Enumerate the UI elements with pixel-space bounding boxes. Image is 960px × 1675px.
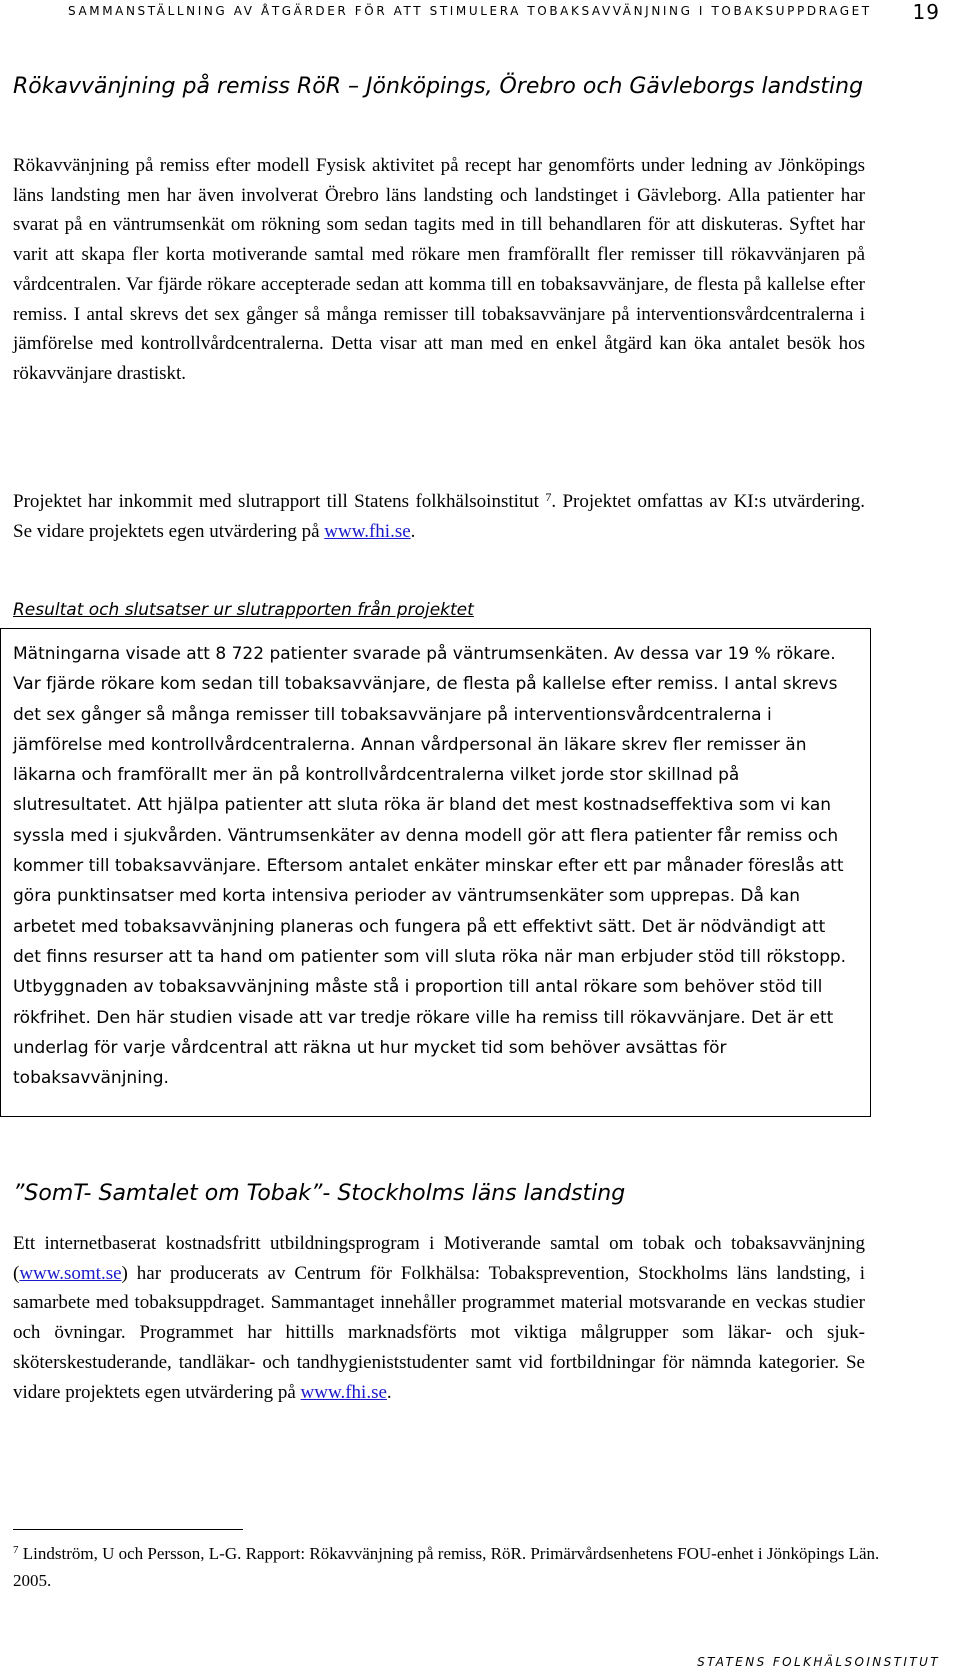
section-heading-somt: ”SomT- Samtalet om Tobak”- Stockholms läns landsting: [13, 1181, 626, 1206]
paragraph-text: . Projektet omfattas av KI:s utvärdering. Se vidare projektets egen utvärdering på: [13, 491, 866, 542]
results-box: [0, 628, 871, 1117]
page-number: 19: [912, 0, 940, 24]
results-heading: Resultat och slutsatser ur slutrapporten från projektet: [13, 600, 474, 620]
results-text: Mätningarna visade att 8 722 patienter svarade på väntrumsenkäten. Av dessa var 19 % rökare. Var fjärde rökare kom sedan till tobaksavvänjare, de flesta på kallelse efter remiss. I antal skrevs det sex gånger så många remisser till tobaksavvänjare på interventionsvårdcentralerna i jämförelse med kontrollvårdcentralerna. Annan vårdpersonal än läkare skrev fler remisser än läkarna och framförallt mer än på kontrollvårdcentralerna vilket jorde stor skillnad på slutresultatet. Att hjälpa patienter att sluta röka är bland det mest kostnadseffektiva som vi kan syssla med i sjukvården. Väntrumsenkäter av denna modell gör att flera patienter får remiss och kommer till tobaksavvänjare. Eftersom antalet enkäter minskar efter ett par månader föreslås att göra punktinsatser med korta intensiva perioder av väntrumsenkäter som upprepas. Då kan arbetet med tobaksavvänjning planeras och fungera på ett effektivt sätt. Det är nödvändigt att det finns resurser att ta hand om patienter som vill sluta röka när man erbjuder stöd till rökstopp. Utbyggnaden av tobaksavvänjning måste stå i proportion till antal rökare som behöver stöd till rökfrihet. Den här studien visade att var tredje rökare ville ha remiss till rökavvänjare. Det är ett underlag för varje vårdcentral att räkna ut hur mycket tid som behöver avsättas för tobaksavvänjning.: [13, 644, 847, 1089]
footnote-text: Lindström, U och Persson, L-G. Rapport: Rökavvänjning på remiss, RöR. Primärvårdsenhetens FOU-enhet i Jönköpings Län. 2005.: [13, 1544, 880, 1590]
running-footer: STATENS FOLKHÄLSOINSTITUT: [697, 1655, 940, 1669]
fhi-link[interactable]: www.fhi.se: [300, 1381, 387, 1403]
paragraph-text: .: [386, 1381, 392, 1403]
paragraph-text: Projektet har inkommit med slutrapport till Statens folkhälsoinstitut: [13, 491, 539, 512]
section-heading-ror: Rökavvänjning på remiss RöR – Jönköpings, Örebro och Gävleborgs landsting: [13, 74, 864, 99]
running-header: SAMMANSTÄLLNING AV ÅTGÄRDER FÖR ATT STIMULERA TOBAKSAVVÄNJNING I TOBAKSUPPDRAGET: [68, 4, 872, 18]
paragraph-ror-description: Rökavvänjning på remiss efter modell Fysisk aktivitet på recept har genomförts under ledning av Jönköpings läns landsting men har även involverat Örebro läns landsting och landstinget i Gävleborg. Alla patienter har svarat på en väntrumsenkät om rökning som sedan tagits med in till behandlaren för att diskuteras. Syftet har varit att skapa fler korta motiverande samtal med rökare men framförallt fler remisser till rökavvänjaren på vårdcentralen. Var fjärde rökare accepterade sedan att komma till en tobaksavvänjare, de flesta på kallelse efter remiss. I antal skrevs det sex gånger så många remisser till tobaksavvänjare på interventionsvårdcentralerna i jämförelse med kontrollvårdcentralerna. Detta visar att man med en enkel åtgärd kan öka antalet besök hos rökavvänjare drastiskt.: [13, 155, 865, 384]
fhi-link[interactable]: www.fhi.se: [324, 520, 411, 542]
footnote-number: 7: [13, 1544, 19, 1556]
paragraph-text: Ett internetbaserat kostnadsfritt utbildningsprogram i Motiverande samtal om tobak och tobaksavvänjning (: [13, 1233, 865, 1284]
somt-link[interactable]: www.somt.se: [19, 1262, 122, 1284]
footnote-reference[interactable]: 7: [545, 490, 552, 504]
paragraph-somt-description: [13, 1229, 865, 1407]
footnote-divider: [13, 1529, 243, 1530]
footnote: [13, 1537, 893, 1594]
paragraph-text: ) har producerats av Centrum för Folkhälsa: Tobaksprevention, Stockholms läns landsting, i samarbete med tobaksuppdraget. Sammantaget innehåller programmet material motsvarande en veckas studier och övningar. Programmet har hittills marknadsförts mot viktiga målgrupper som läkar- och sjuksköterskestuderande, tandläkar- och tandhygieniststudenter samt vid fortbildningar för nämnda kategorier. Se vidare projektets egen utvärdering på: [13, 1262, 865, 1403]
paragraph-ror-report: [13, 483, 865, 546]
paragraph-text: .: [410, 520, 416, 542]
